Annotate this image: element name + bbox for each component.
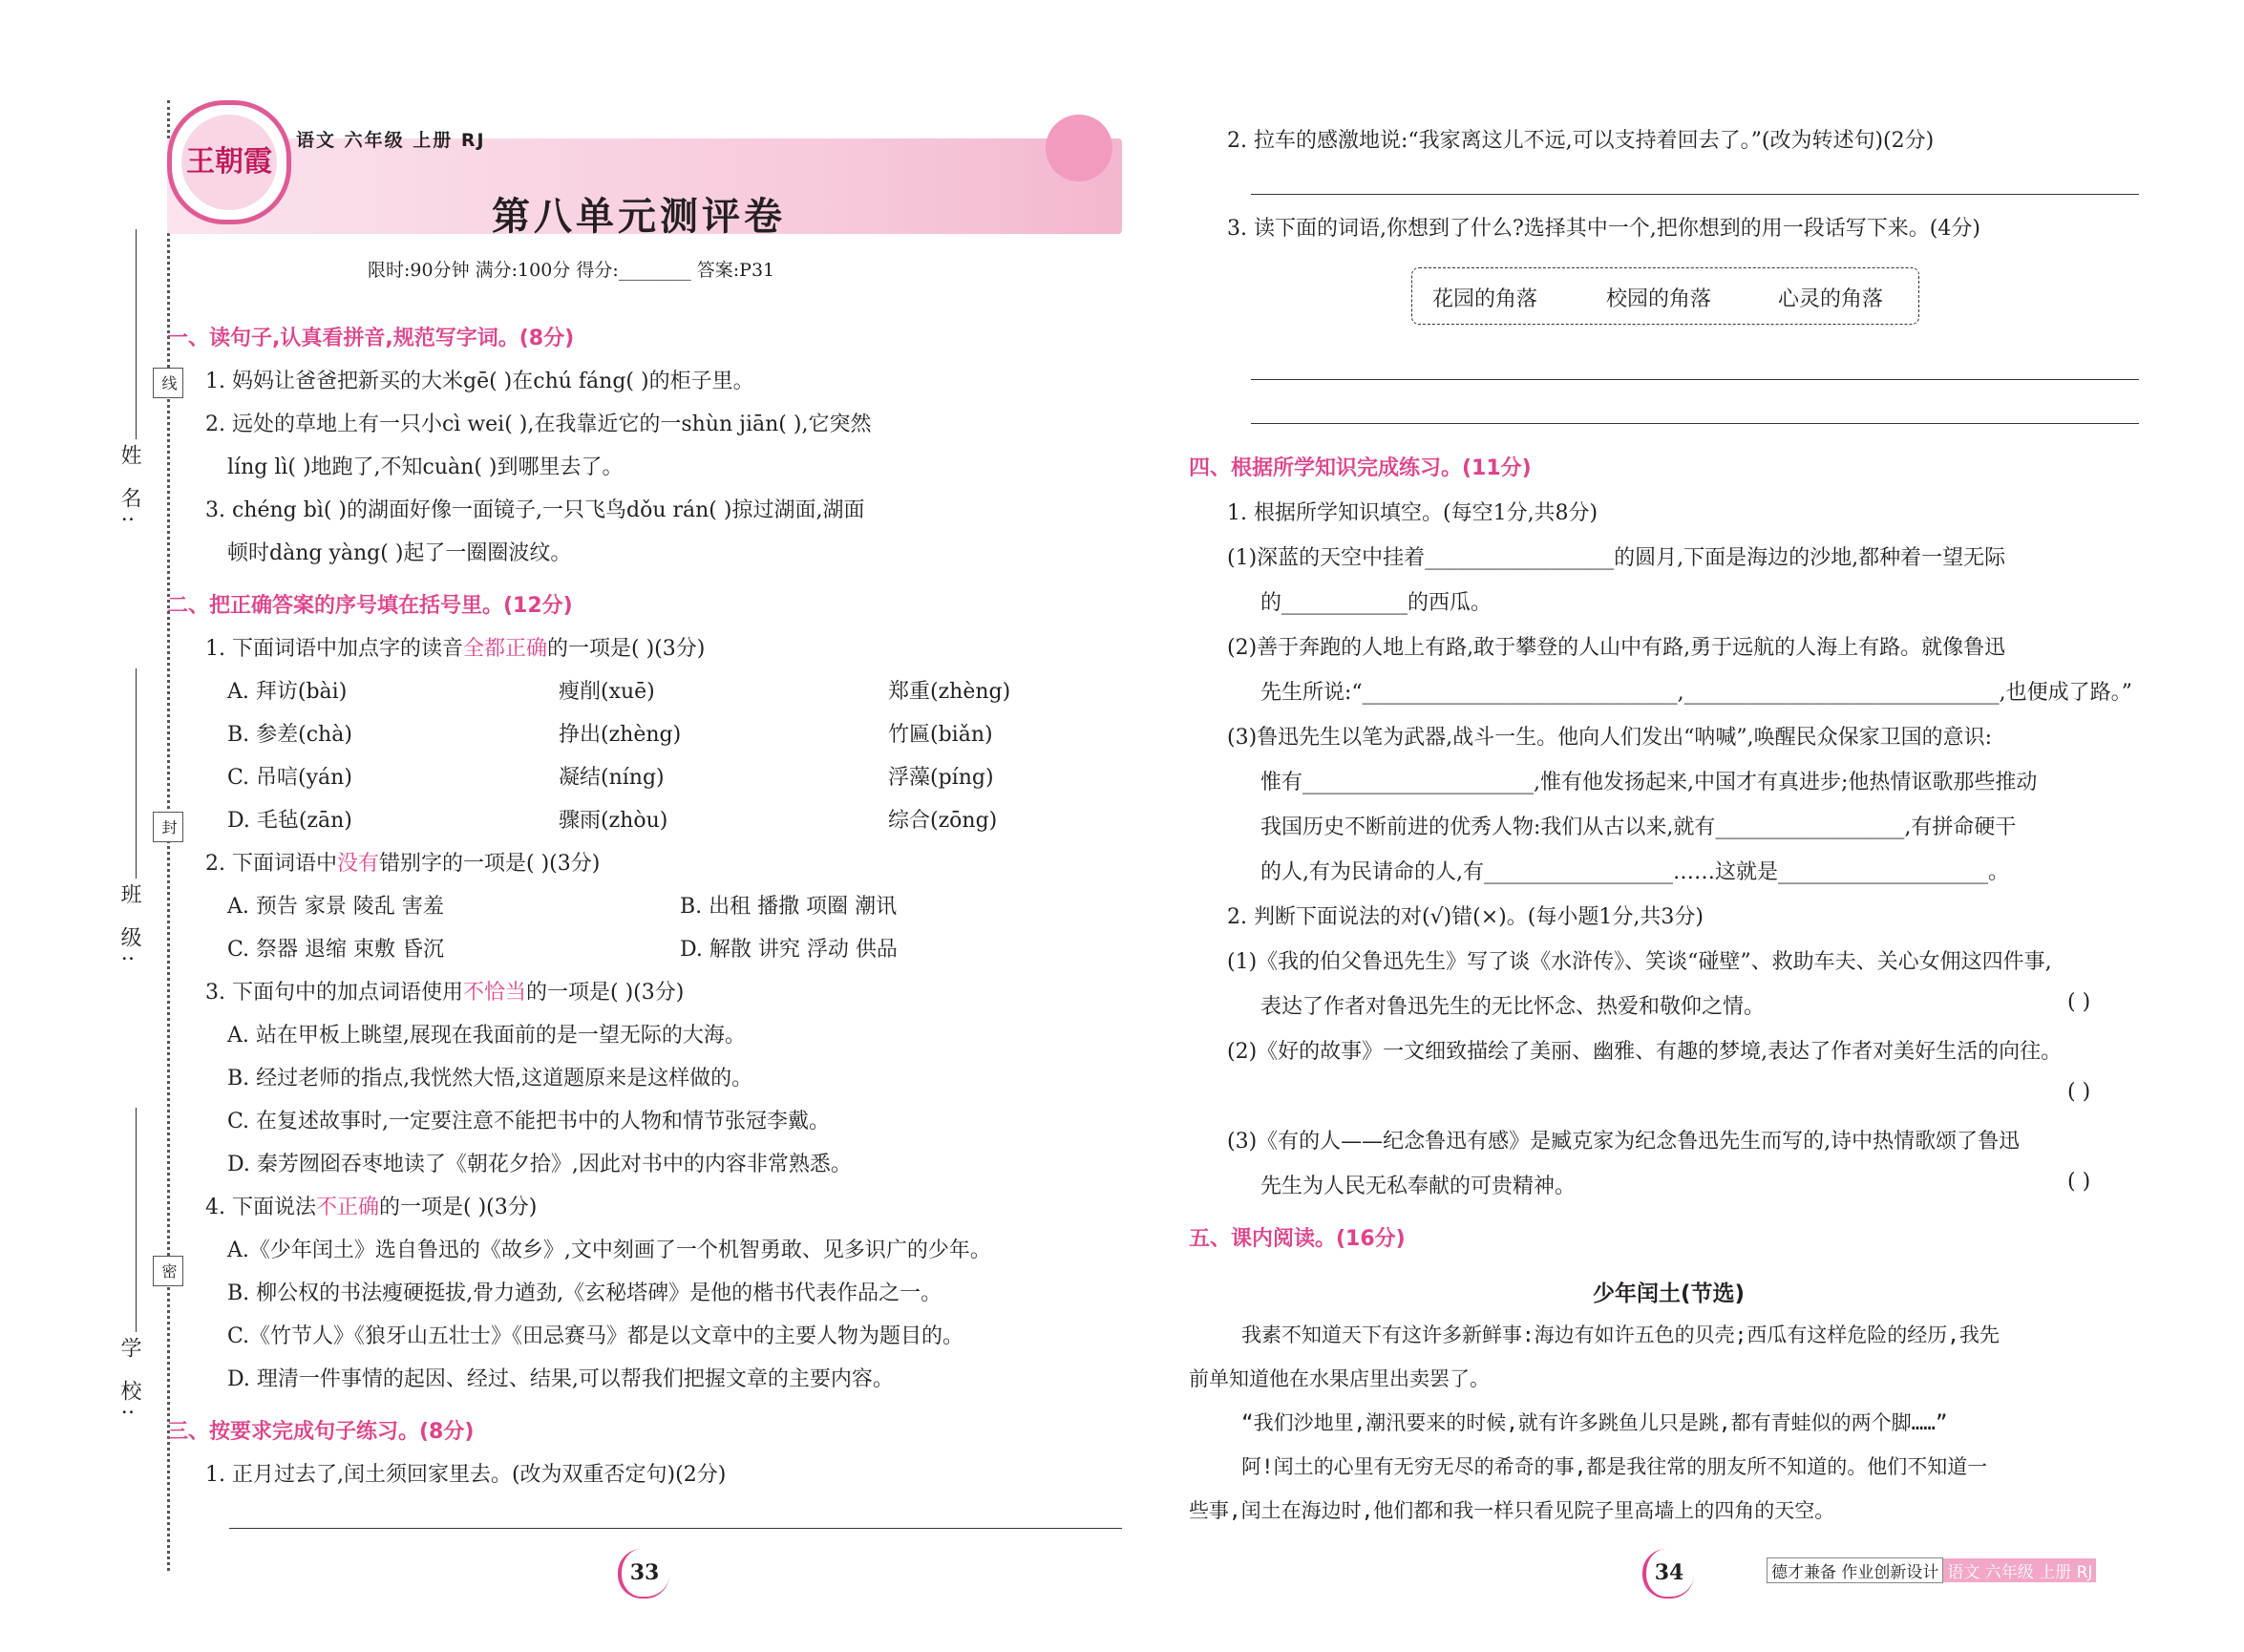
s3-q2: 2. 拉车的感激地说:“我家离这儿不远,可以支持着回去了。”(改为转述句)(2分)	[1227, 129, 1935, 153]
school-field[interactable]	[136, 1108, 137, 1332]
reading-p3b: 些事,闰土在海边时,他们都和我一样只看见院子里高墙上的四角的天空。	[1189, 1499, 1835, 1522]
q1-opt-c1: C. 吊唁(yán)	[227, 766, 352, 790]
s3-q3-answer-line-1[interactable]	[1251, 379, 2139, 380]
s4-fill-5: (3)鲁迅先生以笔为武器,战斗一生。他向人们发出“呐喊”,唤醒民众保家卫国的意识:	[1227, 726, 1993, 750]
class-label: 班 级:	[117, 883, 141, 970]
s4-q1: 1. 根据所学知识填空。(每空1分,共8分)	[1227, 501, 1598, 525]
s1-line-4: 3. chéng bì( )的湖面好像一面镜子,一只飞鸟dǒu rán( )掠过湖面,湖面	[205, 498, 865, 522]
s4-fill-4: 先生所说:“______________________________,______________________________,也便成了路。”	[1260, 681, 2132, 705]
judge-2-answer[interactable]: ( )	[2067, 1080, 2091, 1104]
seal-mark-secret: 密	[153, 1256, 183, 1286]
s1-line-2: 2. 远处的草地上有一只小cì wei( ),在我靠近它的一shùn jiān( ),它突然	[205, 413, 872, 436]
q2-opt-a: A. 预告 家景 陵乱 害羞	[227, 895, 444, 919]
reading-p1a: 我素不知道天下有这许多新鲜事:海边有如许五色的贝壳;西瓜有这样危险的经历,我先	[1241, 1324, 2000, 1346]
s4-fill-3: (2)善于奔跑的人地上有路,敢于攀登的人山中有路,勇于远航的人海上有路。就像鲁迅	[1227, 636, 2006, 660]
page-header	[167, 95, 1122, 239]
q4-pre: 4. 下面说法	[205, 1196, 316, 1219]
q2-pre: 2. 下面词语中	[205, 852, 337, 876]
q1-opt-d1: D. 毛毡(zān)	[227, 809, 352, 833]
footer-series: 德才兼备 作业创新设计	[1767, 1557, 1943, 1583]
class-field[interactable]	[136, 668, 137, 879]
q2-key: 没有	[336, 852, 379, 876]
page-number-right: 34	[1641, 1549, 1698, 1597]
judge-1a: (1)《我的伯父鲁迅先生》写了谈《水浒传》、笑谈“碰壁”、救助车夫、关心女佣这四件事,	[1227, 950, 2052, 974]
judge-1b: 表达了作者对鲁迅先生的无比怀念、热爱和敬仰之情。	[1260, 995, 1766, 1019]
s1-line-5: 顿时dàng yàng( )起了一圈圈波纹。	[227, 541, 572, 565]
q1-opt-b1: B. 参差(chà)	[227, 723, 352, 747]
s3-q1-answer-line[interactable]	[229, 1528, 1122, 1529]
q3-stem	[205, 976, 684, 1006]
q4-key: 不正确	[315, 1196, 379, 1219]
name-label: 姓 名:	[117, 444, 141, 531]
q3-post: 的一项是( )(3分)	[526, 981, 685, 1005]
s3-q3-answer-line-2[interactable]	[1251, 423, 2139, 424]
footer-brand	[1767, 1557, 2096, 1580]
s1-line-1: 1. 妈妈让爸爸把新买的大米gē( )在chú fáng( )的柜子里。	[205, 370, 754, 393]
s3-q1: 1. 正月过去了,闰土须回家里去。(改为双重否定句)(2分)	[205, 1463, 727, 1487]
reading-p2: “我们沙地里,潮汛要来的时候,就有许多跳鱼儿只是跳,都有青蛙似的两个脚……”	[1241, 1411, 1948, 1434]
section-2-heading: 二、把正确答案的序号填在括号里。(12分)	[167, 594, 573, 618]
section-1-heading: 一、读句子,认真看拼音,规范写字词。(8分)	[167, 327, 575, 350]
sun-decoration	[1046, 115, 1112, 181]
page-title: 第八单元测评卷	[492, 195, 786, 239]
judge-3a: (3)《有的人——纪念鲁迅有感》是臧克家为纪念鲁迅先生而写的,诗中热情歌颂了鲁迅	[1227, 1130, 2021, 1154]
q4-post: 的一项是( )(3分)	[379, 1196, 538, 1219]
q1-opt-d3: 综合(zōng)	[888, 809, 998, 833]
s3-q2-answer-line[interactable]	[1251, 194, 2139, 195]
q1-opt-c3: 浮藻(píng)	[888, 766, 994, 790]
q2-stem	[205, 847, 600, 877]
section-3-heading: 三、按要求完成句子练习。(8分)	[167, 1420, 475, 1444]
q2-opt-c: C. 祭器 退缩 束敷 昏沉	[227, 938, 445, 962]
brand-logo-text: 王朝霞	[181, 115, 277, 210]
reading-p3a: 阿!闰土的心里有无穷无尽的希奇的事,都是我往常的朋友所不知道的。他们不知道一	[1241, 1455, 1988, 1478]
q1-opt-d2: 骤雨(zhòu)	[559, 809, 668, 833]
page-number-left: 33	[616, 1549, 673, 1597]
q2-post: 错别字的一项是( )(3分)	[379, 852, 601, 876]
q3-opt-c: C. 在复述故事时,一定要注意不能把书中的人物和情节张冠李戴。	[227, 1110, 831, 1133]
q3-opt-b: B. 经过老师的指点,我恍然大悟,这道题原来是这样做的。	[227, 1067, 753, 1091]
s3-q3: 3. 读下面的词语,你想到了什么?选择其中一个,把你想到的用一段话写下来。(4分)	[1227, 217, 1980, 241]
judge-3b: 先生为人民无私奉献的可贵精神。	[1260, 1175, 1577, 1198]
s4-fill-2: 的____________的西瓜。	[1260, 591, 1492, 615]
s4-fill-8: 的人,有为民请命的人,有__________________……这就是____________________。	[1260, 860, 2009, 884]
q4-stem	[205, 1191, 537, 1220]
q3-opt-d: D. 秦芳囫囵吞枣地读了《朝花夕拾》,因此对书中的内容非常熟悉。	[227, 1153, 852, 1176]
q4-opt-d: D. 理清一件事情的起因、经过、结果,可以帮我们把握文章的主要内容。	[227, 1367, 894, 1391]
school-label: 学 校:	[117, 1337, 141, 1424]
seal-mark-seal: 封	[153, 812, 183, 842]
q3-pre: 3. 下面句中的加点词语使用	[205, 981, 463, 1005]
q1-key: 全都正确	[462, 637, 547, 661]
q1-opt-b3: 竹匾(biǎn)	[888, 723, 993, 747]
q2-opt-b: B. 出租 播撒 项圈 潮讯	[680, 895, 898, 919]
word-1: 花园的角落	[1432, 287, 1538, 311]
section-5-heading: 五、课内阅读。(16分)	[1189, 1227, 1406, 1251]
q1-pre: 1. 下面词语中加点字的读音	[205, 637, 463, 661]
footer-meta: 语文 六年级 上册 RJ	[1943, 1558, 2096, 1582]
reading-title: 少年闰土(节选)	[1593, 1281, 1746, 1306]
q1-opt-a3: 郑重(zhèng)	[888, 680, 1011, 704]
reading-p1b: 前单知道他在水果店里出卖罢了。	[1189, 1367, 1490, 1390]
q1-opt-a1: A. 拜访(bài)	[227, 680, 348, 704]
judge-1-answer[interactable]: ( )	[2067, 990, 2091, 1014]
name-field[interactable]	[136, 229, 137, 439]
q2-opt-d: D. 解散 讲究 浮动 供品	[680, 938, 898, 962]
q4-opt-a: A.《少年闰土》选自鲁迅的《故乡》,文中刻画了一个机智勇敢、见多识广的少年。	[227, 1239, 991, 1262]
s4-q2: 2. 判断下面说法的对(√)错(×)。(每小题1分,共3分)	[1227, 905, 1704, 929]
word-2: 校园的角落	[1606, 287, 1712, 311]
seal-mark-line: 线	[153, 368, 183, 398]
judge-3-answer[interactable]: ( )	[2067, 1170, 2091, 1194]
section-4-heading: 四、根据所学知识完成练习。(11分)	[1189, 456, 1532, 480]
q4-opt-b: B. 柳公权的书法瘦硬挺拔,骨力遒劲,《玄秘塔碑》是他的楷书代表作品之一。	[227, 1281, 942, 1305]
judge-2a: (2)《好的故事》一文细致描绘了美丽、幽雅、有趣的梦境,表达了作者对美好生活的向往。	[1227, 1040, 2063, 1064]
q1-opt-b2: 挣出(zhèng)	[559, 723, 682, 747]
exam-info: 限时:90分钟 满分:100分 得分:________ 答案:P31	[368, 260, 775, 281]
brand-logo	[167, 100, 291, 224]
q1-stem	[205, 632, 705, 662]
word-3: 心灵的角落	[1778, 287, 1884, 311]
s4-fill-7: 我国历史不断前进的优秀人物:我们从古以来,就有__________________,有拼命硬干	[1260, 815, 2017, 839]
q1-post: 的一项是( )(3分)	[547, 637, 706, 661]
s1-line-3: líng lì( )地跑了,不知cuàn( )到哪里去了。	[227, 455, 624, 479]
subject-meta: 语文 六年级 上册 RJ	[296, 130, 486, 151]
q3-opt-a: A. 站在甲板上眺望,展现在我面前的是一望无际的大海。	[227, 1024, 746, 1048]
q3-key: 不恰当	[462, 981, 526, 1005]
q1-opt-c2: 凝结(níng)	[559, 766, 665, 790]
q4-opt-c: C.《竹节人》《狼牙山五壮士》《田忌赛马》都是以文章中的主要人物为题目的。	[227, 1324, 964, 1348]
s4-fill-6: 惟有______________________,惟有他发扬起来,中国才有真进步;他热情讴歌那些推动	[1260, 771, 2038, 794]
q1-opt-a2: 瘦削(xuē)	[559, 680, 655, 704]
binding-strip	[38, 0, 178, 1652]
s4-fill-1: (1)深蓝的天空中挂着__________________的圆月,下面是海边的沙地,都种着一望无际	[1227, 546, 2006, 570]
